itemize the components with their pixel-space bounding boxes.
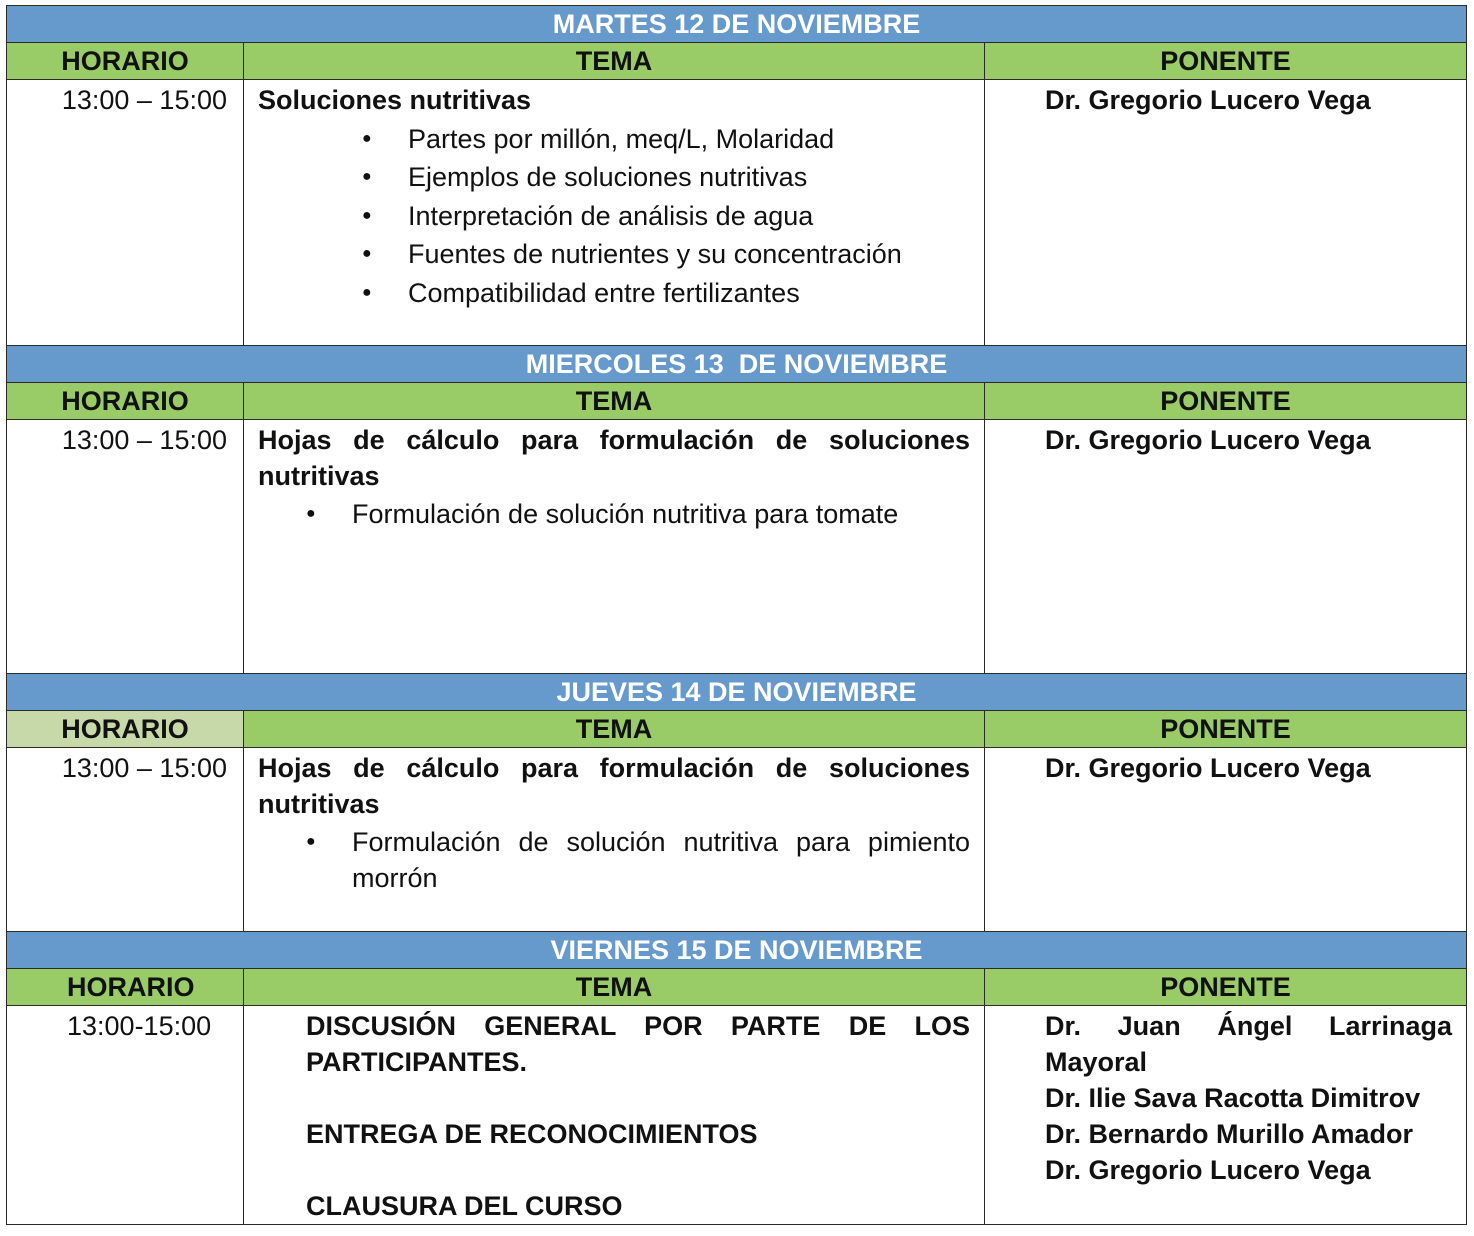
header-ponente: PONENTE xyxy=(985,383,1467,420)
header-tema: TEMA xyxy=(244,711,985,748)
header-ponente: PONENTE xyxy=(985,43,1467,80)
day-banner-martes xyxy=(7,6,1467,43)
session-row xyxy=(7,1006,1467,1225)
header-tema: TEMA xyxy=(244,969,985,1006)
session-time: 13:00-15:00 xyxy=(7,1006,244,1225)
column-header-row xyxy=(7,711,1467,748)
header-tema: TEMA xyxy=(244,383,985,420)
session-row xyxy=(7,420,1467,674)
topic-bullet: ● Fuentes de nutrientes y su concentración xyxy=(258,235,970,273)
topic-bullet: ● Compatibilidad entre fertilizantes xyxy=(258,274,970,312)
day-title: MARTES 12 DE NOVIEMBRE xyxy=(7,6,1467,43)
session-speaker: Dr. Gregorio Lucero Vega xyxy=(985,80,1467,346)
topic-item: ENTREGA DE RECONOCIMIENTOS xyxy=(306,1119,758,1149)
session-row xyxy=(7,748,1467,932)
day-title: MIERCOLES 13 DE NOVIEMBRE xyxy=(7,346,1467,383)
header-horario: HORARIO xyxy=(7,969,244,1006)
topic-item: CLAUSURA DEL CURSO xyxy=(306,1191,623,1221)
schedule-table xyxy=(6,5,1467,1225)
topic-bullet: ● Ejemplos de soluciones nutritivas xyxy=(258,158,970,196)
session-topic xyxy=(244,420,985,674)
session-row xyxy=(7,80,1467,346)
session-speakers xyxy=(985,1006,1467,1225)
topic-title: Soluciones nutritivas xyxy=(258,85,532,115)
speaker-name: Mayoral xyxy=(1045,1047,1148,1077)
speaker-name: Dr. Bernardo Murillo Amador xyxy=(1045,1119,1414,1149)
topic-bullet: ● Partes por millón, meq/L, Molaridad xyxy=(258,120,970,158)
topic-title: Hojas de cálculo para formulación de soluciones nutritivas xyxy=(258,425,970,491)
session-speaker: Dr. Gregorio Lucero Vega xyxy=(985,748,1467,932)
header-ponente: PONENTE xyxy=(985,711,1467,748)
column-header-row xyxy=(7,383,1467,420)
header-horario: HORARIO xyxy=(7,383,244,420)
day-banner-viernes xyxy=(7,932,1467,969)
speaker-name: Dr. Ilie Sava Racotta Dimitrov xyxy=(1045,1083,1421,1113)
header-horario: HORARIO xyxy=(7,43,244,80)
topic-item: DISCUSIÓN GENERAL POR PARTE DE LOS PARTICIPANTES. xyxy=(306,1011,970,1077)
day-title: VIERNES 15 DE NOVIEMBRE xyxy=(7,932,1467,969)
day-banner-miercoles xyxy=(7,346,1467,383)
topic-bullet-list xyxy=(258,496,970,532)
session-topic xyxy=(244,1006,985,1225)
column-header-row xyxy=(7,43,1467,80)
day-banner-jueves xyxy=(7,674,1467,711)
topic-bullet: ● Formulación de solución nutritiva para tomate xyxy=(258,496,970,532)
speaker-name: Dr. Gregorio Lucero Vega xyxy=(1045,1155,1371,1185)
session-topic xyxy=(244,748,985,932)
column-header-row xyxy=(7,969,1467,1006)
header-horario: HORARIO xyxy=(7,711,244,748)
session-topic xyxy=(244,80,985,346)
topic-title: Hojas de cálculo para formulación de soluciones nutritivas xyxy=(258,753,970,819)
session-speaker: Dr. Gregorio Lucero Vega xyxy=(985,420,1467,674)
speaker-name: Dr. Juan Ángel Larrinaga xyxy=(1045,1011,1453,1041)
topic-bullet-list xyxy=(258,120,970,312)
header-ponente: PONENTE xyxy=(985,969,1467,1006)
header-tema: TEMA xyxy=(244,43,985,80)
session-time: 13:00 – 15:00 xyxy=(7,748,244,932)
topic-bullet: ● Formulación de solución nutritiva para pimiento morrón xyxy=(258,824,970,896)
topic-bullet: ● Interpretación de análisis de agua xyxy=(258,197,970,235)
topic-bullet-list xyxy=(258,824,970,896)
session-time: 13:00 – 15:00 xyxy=(7,420,244,674)
day-title: JUEVES 14 DE NOVIEMBRE xyxy=(7,674,1467,711)
session-time: 13:00 – 15:00 xyxy=(7,80,244,346)
